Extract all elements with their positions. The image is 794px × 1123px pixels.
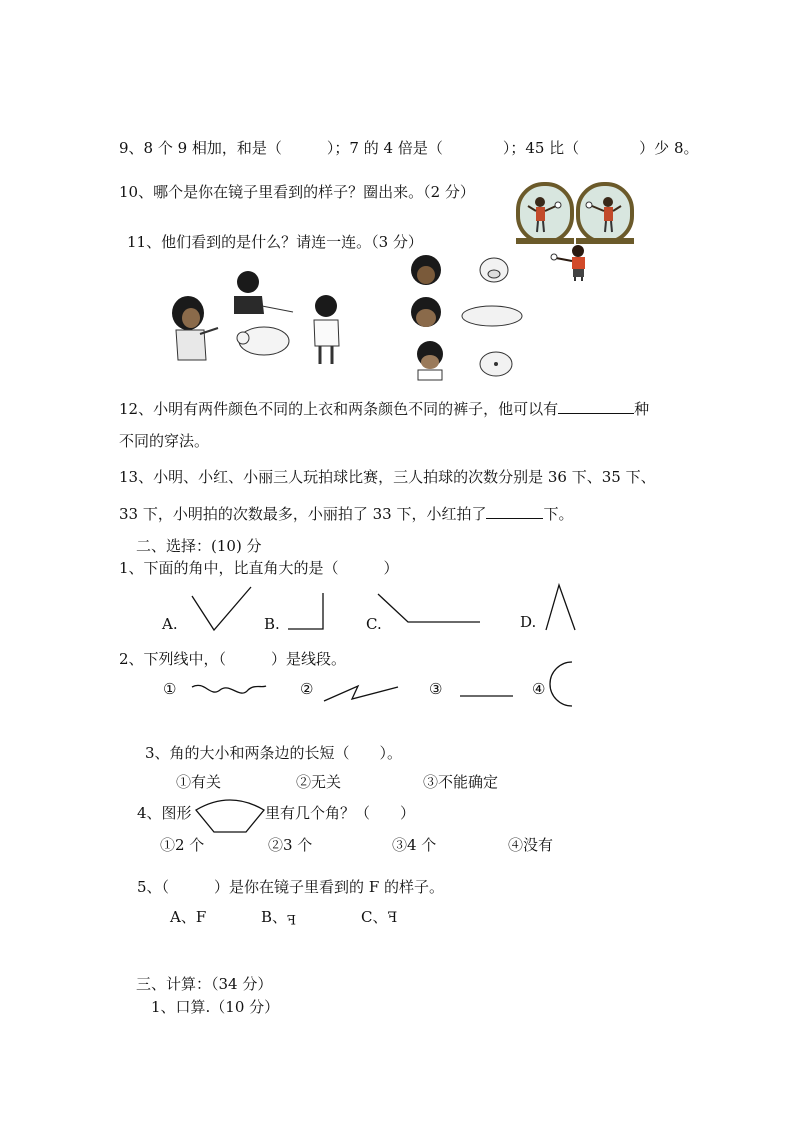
choice-3-option-2[interactable]: ②无关 <box>296 773 342 791</box>
choice-5-option-c[interactable] <box>361 910 397 925</box>
q12-unit: 种 <box>634 400 650 418</box>
choice-5-option-b-label: B、 <box>261 908 288 926</box>
choice-3-option-3[interactable]: ③不能确定 <box>423 773 499 791</box>
choice-5-option-c-label: C、 <box>361 908 388 926</box>
choice-2-text: 2、下列线中，（ ）是线段。 <box>119 650 347 668</box>
q9-text: 9、8 个 9 相加，和是（ ）；7 的 4 倍是（ ）；45 比（ ）少 8。 <box>119 139 699 157</box>
section-2-title: 二、选择：(10) 分 <box>136 537 262 555</box>
choice-4-text-start: 4、图形 <box>137 804 192 822</box>
q12-text: 12、小明有两件颜色不同的上衣和两条颜色不同的裤子，他可以有 <box>119 400 559 418</box>
choice-5-option-b-mark: Ⅎ <box>287 911 297 926</box>
choice-1-option-d-label[interactable]: D. <box>520 613 537 631</box>
q13-text: 33 下，小明拍的次数最多，小丽拍了 33 下，小红拍了 <box>119 505 487 523</box>
choice-1-option-c-label[interactable]: C. <box>366 615 382 633</box>
choice-5-option-a[interactable]: A、F <box>170 908 207 926</box>
choice-5-option-b[interactable] <box>261 910 296 925</box>
choice-2-option-1-label[interactable]: ① <box>163 680 177 698</box>
q10-text: 10、哪个是你在镜子里看到的样子？圈出来。（2 分） <box>119 183 475 201</box>
q13-unit: 下。 <box>543 505 574 523</box>
choice-4-text-end: 里有几个角？（ ） <box>265 804 416 822</box>
choice-3-option-1[interactable]: ①有关 <box>176 773 222 791</box>
choice-4-option-1[interactable]: ①2 个 <box>160 836 205 854</box>
choice-5-option-c-mark: ꟻ <box>387 910 398 926</box>
choice-4-option-3[interactable]: ③4 个 <box>392 836 437 854</box>
choice-1-text: 1、下面的角中，比直角大的是（ ） <box>119 559 399 577</box>
q11-text: 11、他们看到的是什么？请连一连。（3 分） <box>127 233 423 251</box>
q13-text-line1: 13、小明、小红、小丽三人玩拍球比赛，三人拍球的次数分别是 36 下、35 下、 <box>119 468 656 486</box>
choice-4-option-2[interactable]: ②3 个 <box>268 836 313 854</box>
section-3-part-1: 1、口算.（10 分） <box>151 998 280 1016</box>
choice-5-text: 5、（ ）是你在镜子里看到的 F 的样子。 <box>137 878 444 896</box>
choice-2-option-2-label[interactable]: ② <box>300 680 314 698</box>
choice-1-option-b-label[interactable]: B. <box>264 615 280 633</box>
choice-4-option-4[interactable]: ④没有 <box>508 836 554 854</box>
q12-text-line2: 不同的穿法。 <box>119 432 210 450</box>
choice-2-option-4-label[interactable]: ④ <box>532 680 546 698</box>
section-3-title: 三、计算：（34 分） <box>136 975 273 993</box>
choice-1-option-a-label[interactable]: A. <box>162 615 178 633</box>
fan-shape-outline <box>196 800 264 832</box>
choice-3-text: 3、角的大小和两条边的长短（ ）。 <box>145 744 403 762</box>
choice-2-option-3-label[interactable]: ③ <box>429 680 443 698</box>
